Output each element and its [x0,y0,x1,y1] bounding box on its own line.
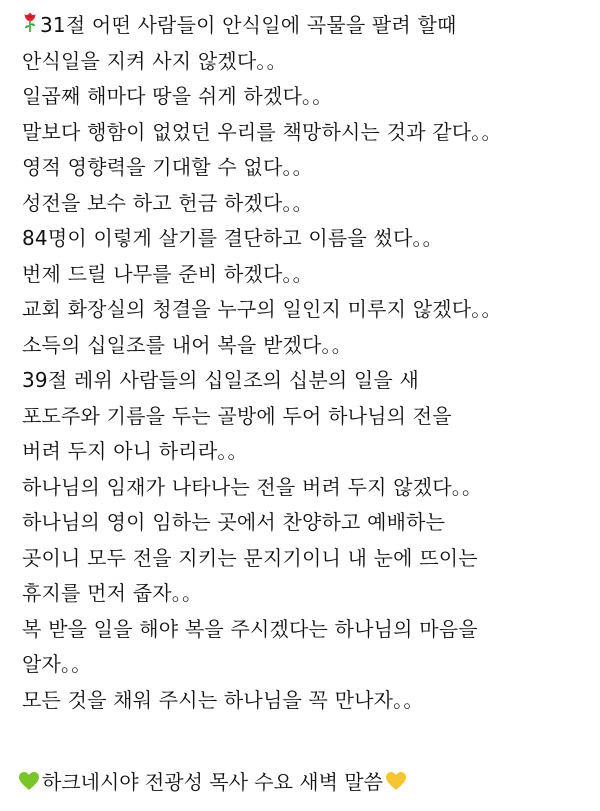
text-line: 하나님의 영이 임하는 곳에서 찬양하고 예배하는 [22,510,446,534]
text-line: 복 받을 일을 해야 복을 주시겠다는 하나님의 마음을 [22,616,478,641]
text-line: 소득의 십일조를 내어 복을 받겠다。。 [22,332,352,357]
text-line: 포도주와 기름을 두는 골방에 두어 하나님의 전을 [22,403,452,428]
text-line: 영적 영향력을 기대할 수 없다。。 [22,155,313,179]
rose-icon [22,9,38,44]
green-heart-icon [18,766,40,802]
text-line: 모든 것을 채워 주시는 하나님을 꼭 만나자。。 [22,687,424,712]
text-line: 교회 화장실의 청결을 누구의 일인지 미루지 않겠다。。 [22,297,502,321]
text-line: 성전을 보수 하고 헌금 하겠다。。 [22,190,313,215]
text-line: 말보다 행함이 없었던 우리를 책망하시는 것과 같다。。 [22,119,502,144]
text-line: 알자。。 [22,652,92,676]
text-line: 84명이 이렇게 살기를 결단하고 이름을 썼다。。 [22,226,443,250]
footer-text: 하크네시야 전광성 목사 수요 새벽 말씀 [42,770,383,794]
text-line: 39절 레위 사람들의 십일조의 십분의 일을 새 [22,368,420,392]
text-line: 곳이니 모두 전을 지키는 문지기이니 내 눈에 뜨이는 [22,545,478,570]
text-line: 휴지를 먼저 줍자。。 [22,581,203,605]
text-line: 버려 두지 아니 하리라。。 [22,439,248,463]
yellow-heart-icon [385,766,407,802]
text-line: 하나님의 임재가 나타나는 전을 버려 두지 않겠다。。 [22,474,483,499]
text-line: 번제 드릴 나무를 준비 하겠다。。 [22,261,313,286]
footer-attribution [16,764,409,800]
text-line: 31절 어떤 사람들이 안식일에 곡물을 팔려 할때 [22,8,594,44]
text-line: 일곱째 해마다 땅을 쉬게 하겠다。。 [22,84,333,108]
sermon-text [22,8,594,718]
text-line: 안식일을 지켜 사지 않겠다。。 [22,48,287,73]
